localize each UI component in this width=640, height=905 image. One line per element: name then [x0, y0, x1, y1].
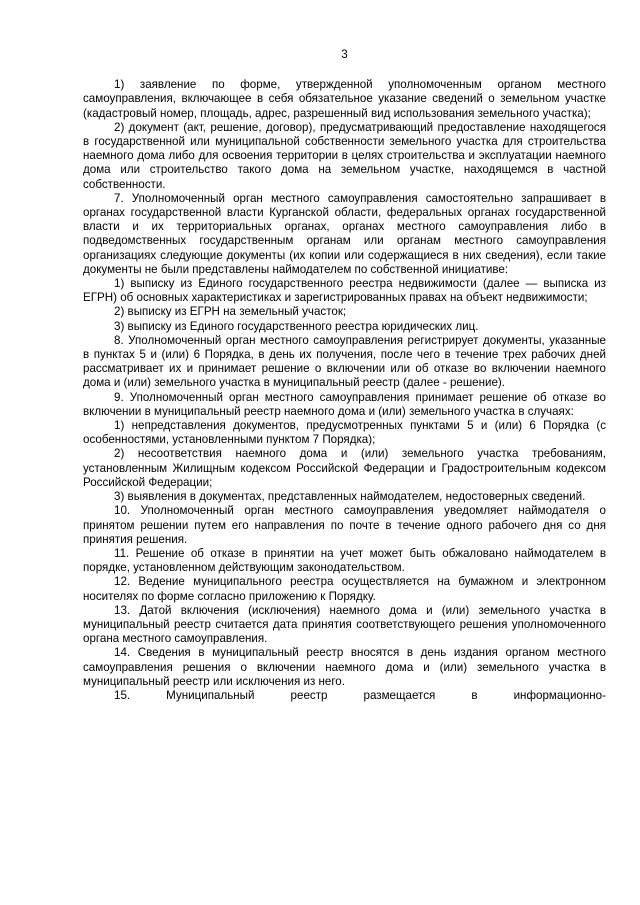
- paragraph-12: 10. Уполномоченный орган местного самоуправления уведомляет наймодателя о принятом решении путем его направления по почте в течение одного рабочего дня со дня принятия решения.: [83, 504, 606, 546]
- document-page: [83, 48, 606, 703]
- paragraph-2: 2) документ (акт, решение, договор), предусматривающий предоставление находящегося в государственной или муниципальной собственности земельного участка для строительства наемного дома либо для освоения территории в целях строительства и эксплуатации наемного дома или строительство такого дома на земельном участке, находящемся в частной собственности.: [83, 120, 606, 191]
- paragraph-9: 1) непредставления документов, предусмотренных пунктами 5 и (или) 6 Порядка (с особенностями, установленными пунктом 7 Порядка);: [83, 419, 606, 447]
- paragraph-11: 3) выявления в документах, представленных наймодателем, недостоверных сведений.: [114, 490, 586, 504]
- paragraph-14: 12. Ведение муниципального реестра осуществляется на бумажном и электронном носителях по форме согласно приложению к Порядку.: [83, 575, 606, 603]
- paragraph-10: 2) несоответствия наемного дома и (или) земельного участка требованиям, установленным Жилищным кодексом Российской Федерации и Градостроительным кодексом Российской Федерации;: [83, 447, 606, 489]
- paragraph-8: 9. Уполномоченный орган местного самоуправления принимает решение об отказе во включении в муниципальный реестр наемного дома и (или) земельного участка в случаях:: [83, 390, 606, 418]
- page-number: 3: [341, 48, 348, 61]
- document-body: [83, 78, 606, 703]
- paragraph-13: 11. Решение об отказе в принятии на учет может быть обжаловано наймодателем в порядке, установленном действующим законодательством.: [83, 546, 606, 575]
- paragraph-16: 14. Сведения в муниципальный реестр вносятся в день издания органом местного самоуправления решения о включении наемного дома и (или) земельного участка в муниципальный реестр или исключения из него.: [83, 646, 606, 688]
- paragraph-6: 3) выписку из Единого государственного реестра юридических лиц.: [114, 319, 479, 333]
- paragraph-15: 13. Датой включения (исключения) наемного дома и (или) земельного участка в муниципальный реестр считается дата принятия соответствующего решения уполномоченного органа местного самоуправления.: [83, 603, 606, 646]
- paragraph-4: 1) выписку из Единого государственного реестра недвижимости (далее — выписка из ЕГРН) об основных характеристиках и зарегистрированных правах на объект недвижимости;: [83, 277, 606, 305]
- paragraph-1: 1) заявление по форме, утвержденной уполномоченным органом местного самоуправления, включающее в себя обязательное указание сведений о земельном участке (кадастровый номер, площадь, адрес, разрешенный вид использования земельного участка);: [83, 78, 606, 120]
- paragraph-17: 15. Муниципальный реестр размещается в информационно-: [114, 688, 606, 702]
- paragraph-7: 8. Уполномоченный орган местного самоуправления регистрирует документы, указанные в пунктах 5 и (или) 6 Порядка, в день их получения, после чего в течение трех рабочих дней рассматривает их и принимает решение о включении или об отказе во включении наемного дома и (или) земельного участка в муниципальный реестр (далее - решение).: [83, 333, 606, 390]
- paragraph-3: 7. Уполномоченный орган местного самоуправления самостоятельно запрашивает в органах государственной власти Курганской области, федеральных органах государственной власти и их территориальных органах, органах местного самоуправления либо в подведомственных государственным органам или органам местного самоуправления организациях следующие документы (их копии или содержащиеся в них сведения), если такие документы не были представлены наймодателем по собственной инициативе:: [83, 191, 606, 276]
- paragraph-5: 2) выписку из ЕГРН на земельный участок;: [114, 305, 347, 319]
